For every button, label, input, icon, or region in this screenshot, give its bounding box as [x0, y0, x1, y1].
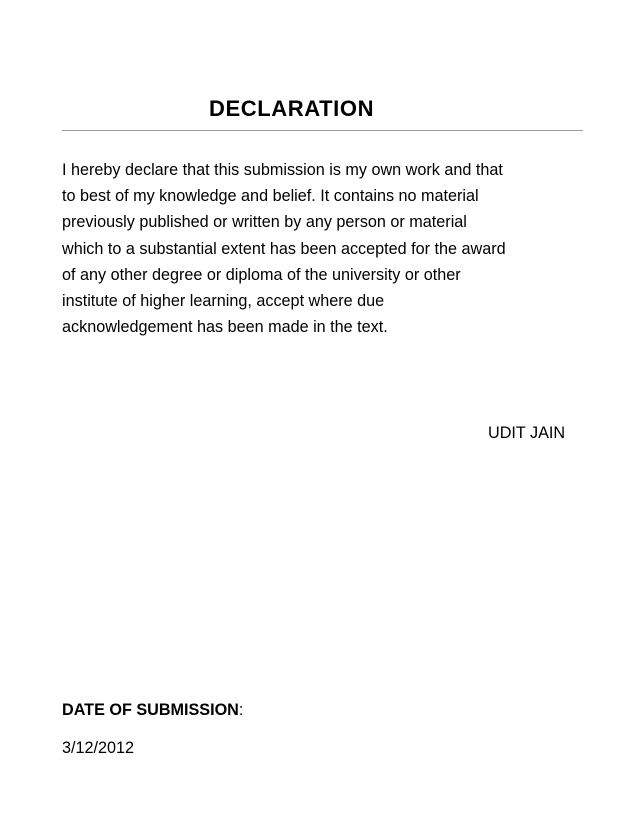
declaration-line: I hereby declare that this submission is my own work and that	[62, 161, 503, 179]
declaration-line: institute of higher learning, accept where due	[62, 292, 385, 311]
declaration-text	[62, 157, 592, 340]
declaration-line: to best of my knowledge and belief. It contains no material	[62, 187, 479, 206]
submission-date-value: 3/12/2012	[62, 739, 135, 757]
declaration-line: previously published or written by any person or material	[62, 213, 467, 232]
signature-name: UDIT JAIN	[488, 424, 566, 442]
page-title: DECLARATION	[209, 96, 375, 121]
submission-date-colon: :	[238, 701, 244, 719]
declaration-line: acknowledgement has been made in the text.	[62, 318, 388, 337]
submission-date-heading	[62, 699, 243, 721]
declaration-line: which to a substantial extent has been accepted for the award	[62, 239, 506, 258]
declaration-line: of any other degree or diploma of the university or other	[62, 265, 461, 284]
title-divider	[62, 130, 583, 131]
submission-date-label: DATE OF SUBMISSION	[62, 701, 239, 719]
